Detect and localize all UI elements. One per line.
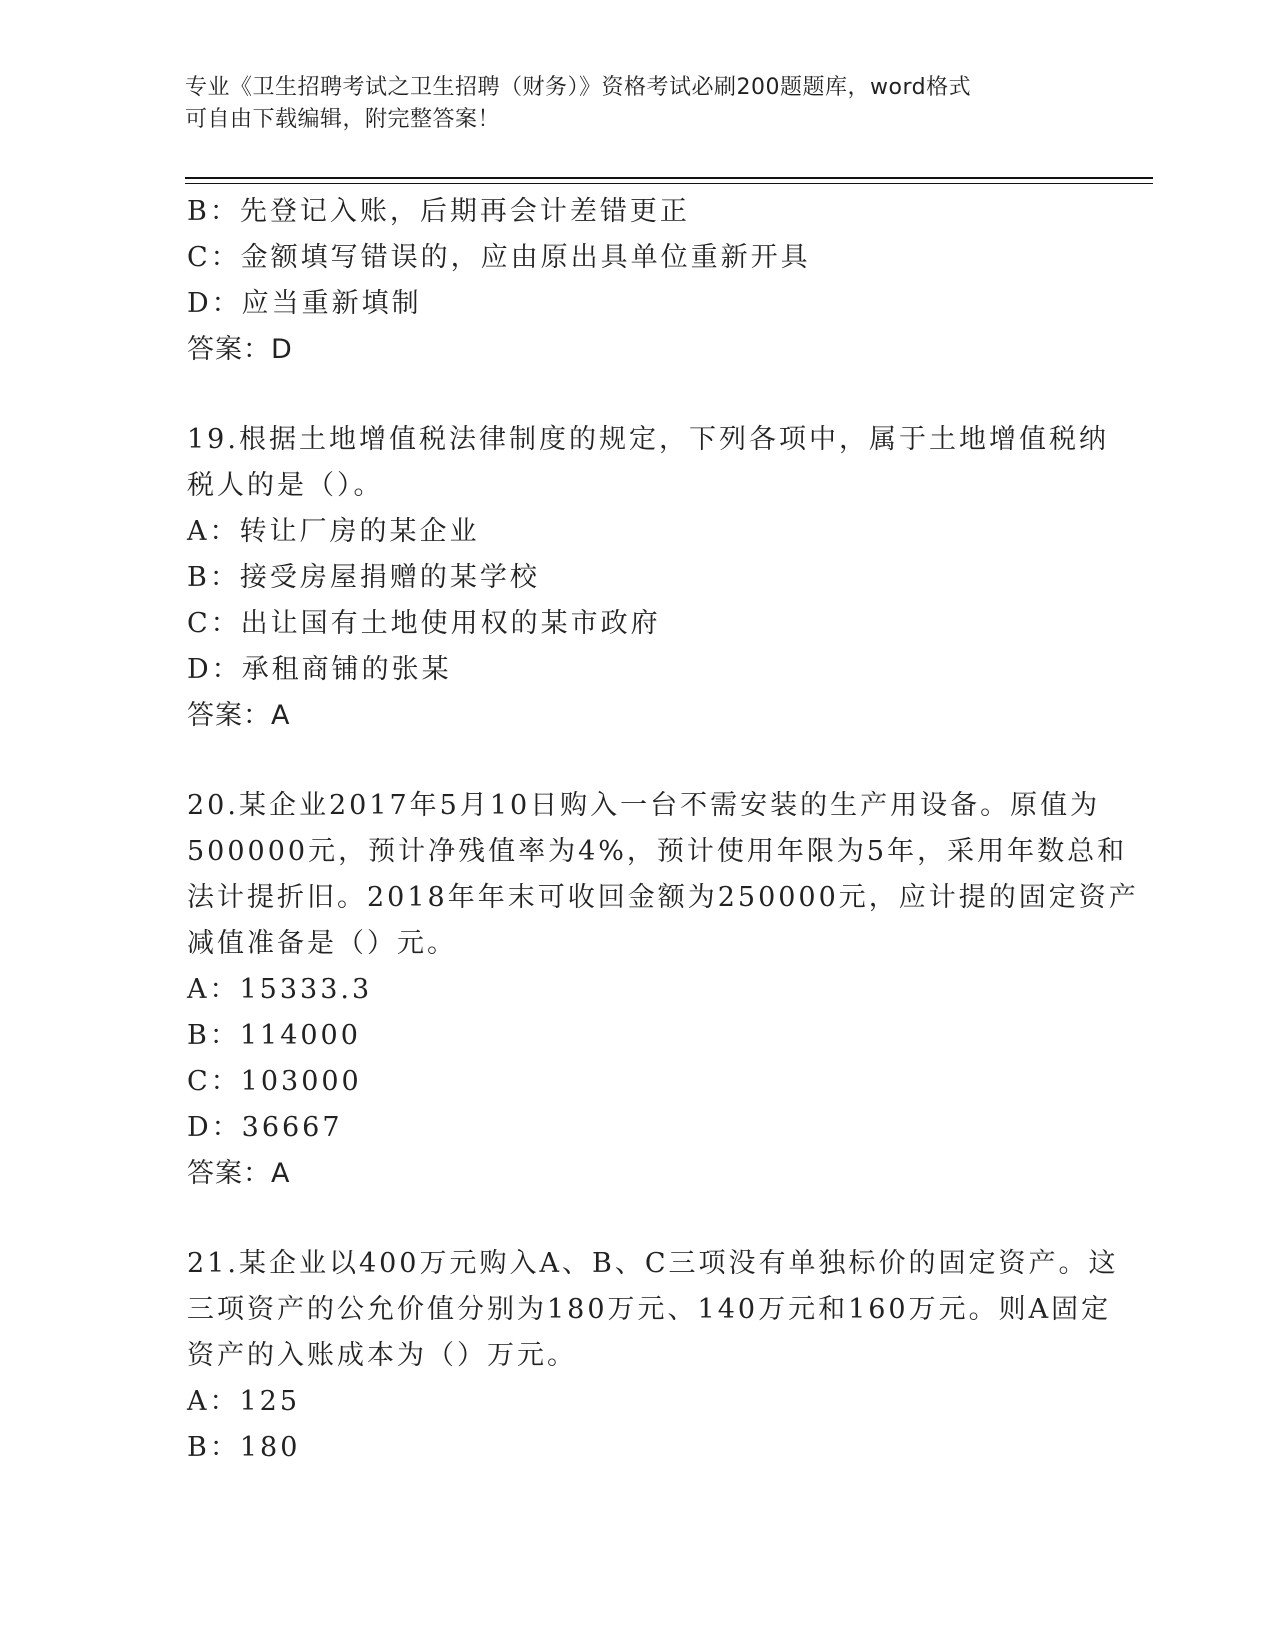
header-rule-thin (185, 183, 1153, 184)
header-line-2: 可自由下载编辑，附完整答案！ (185, 107, 501, 132)
option-b: B：先登记入账，后期再会计差错更正 (187, 196, 690, 227)
question-20 (187, 783, 1139, 1197)
option-c: C：103000 (187, 1066, 362, 1097)
question-text-line: 法计提折旧。2018年年末可收回金额为250000元，应计提的固定资产 (187, 882, 1139, 913)
question-text-line: 三项资产的公允价值分别为180万元、140万元和160万元。则A固定 (187, 1294, 1112, 1325)
option-c: C：金额填写错误的，应由原出具单位重新开具 (187, 242, 811, 273)
question-text-line: 资产的入账成本为（）万元。 (187, 1340, 577, 1371)
option-b: B：接受房屋捐赠的某学校 (187, 562, 540, 593)
question-text-line: 19.根据土地增值税法律制度的规定，下列各项中，属于土地增值税纳 (187, 424, 1109, 455)
header-line-1: 专业《卫生招聘考试之卫生招聘（财务）》资格考试必刷200题题库，word格式 (185, 75, 972, 100)
option-c: C：出让国有土地使用权的某市政府 (187, 608, 661, 639)
option-a: A：转让厂房的某企业 (187, 516, 480, 547)
option-b: B：180 (187, 1432, 301, 1463)
question-19 (187, 417, 1109, 739)
answer-line: 答案：A (187, 1158, 291, 1189)
question-text-line: 500000元，预计净残值率为4%，预计使用年限为5年，采用年数总和 (187, 836, 1128, 867)
option-a: A：15333.3 (187, 974, 373, 1005)
answer-line: 答案：A (187, 700, 291, 731)
question-text-line: 减值准备是（）元。 (187, 928, 457, 959)
option-d: D：应当重新填制 (187, 288, 422, 319)
page-header (185, 72, 1065, 136)
answer-line: 答案：D (187, 334, 293, 365)
question-text-line: 税人的是（）。 (187, 470, 384, 501)
question-text-line: 20.某企业2017年5月10日购入一台不需安装的生产用设备。原值为 (187, 790, 1101, 821)
header-rule-thick (185, 177, 1153, 179)
option-d: D：承租商铺的张某 (187, 654, 452, 685)
question-text-line: 21.某企业以400万元购入A、B、C三项没有单独标价的固定资产。这 (187, 1248, 1119, 1279)
option-a: A：125 (187, 1386, 301, 1417)
option-b: B：114000 (187, 1020, 361, 1051)
question-21 (187, 1241, 1119, 1471)
option-d: D：36667 (187, 1112, 343, 1143)
question-content (187, 189, 1139, 1471)
